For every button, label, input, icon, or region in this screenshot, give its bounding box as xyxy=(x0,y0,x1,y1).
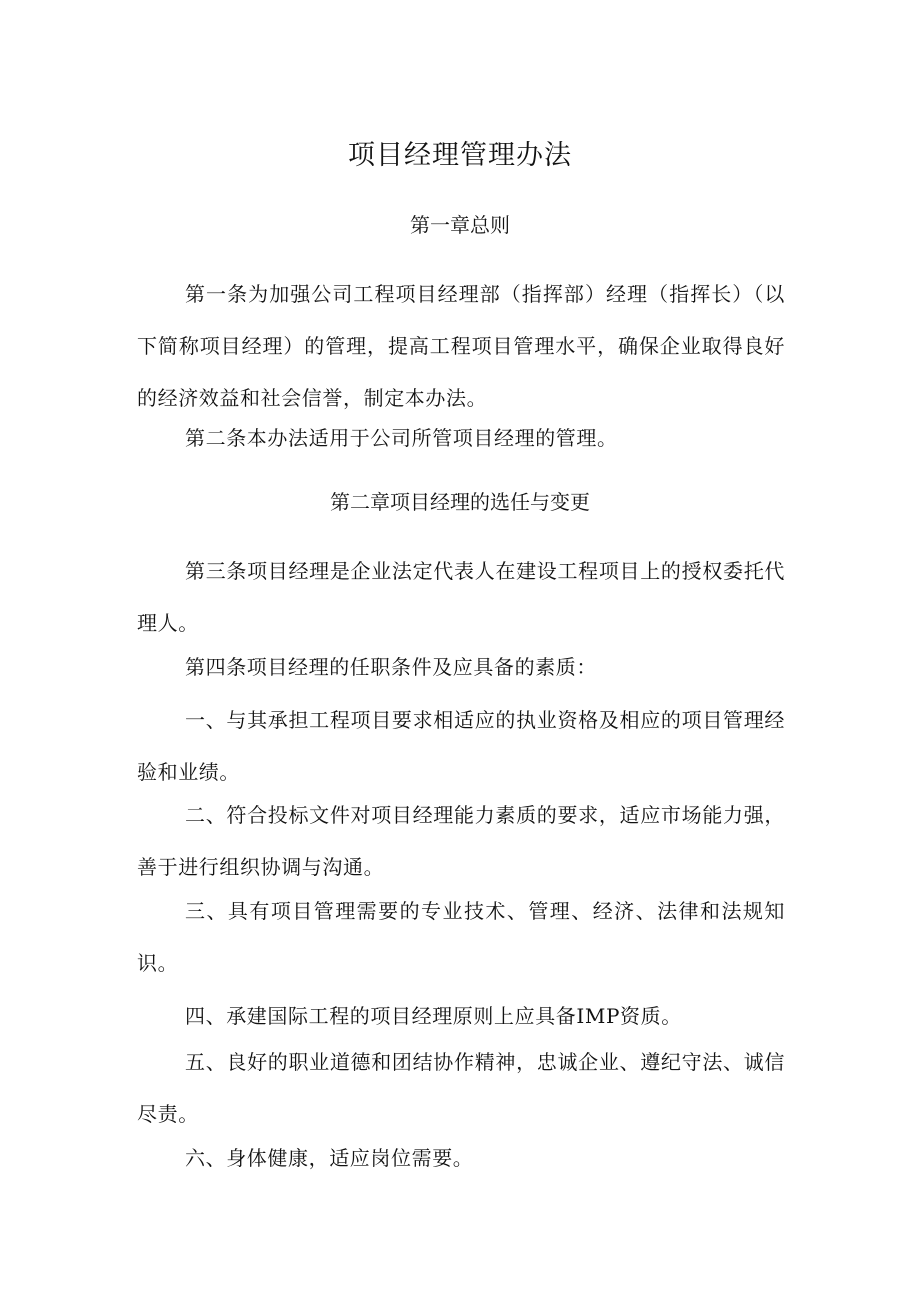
article-1: 第一条为加强公司工程项目经理部（指挥部）经理（指挥长）（以下简称项目经理）的管理，提高工程项目管理水平，确保企业取得良好的经济效益和社会信誉，制定本办法。 xyxy=(137,282,785,410)
article-3: 第三条项目经理是企业法定代表人在建设工程项目上的授权委托代理人。 xyxy=(137,559,785,635)
requirement-item: 四、承建国际工程的项目经理原则上应具备IMP资质。 xyxy=(185,1004,682,1028)
article-4: 第四条项目经理的任职条件及应具备的素质： xyxy=(185,655,597,679)
requirement-item: 二、符合投标文件对项目经理能力素质的要求，适应市场能力强，善于进行组织协调与沟通。 xyxy=(137,803,785,879)
chapter-heading: 第二章项目经理的选任与变更 xyxy=(330,490,590,514)
chapter-heading: 第一章总则 xyxy=(410,213,510,237)
requirement-item: 三、具有项目管理需要的专业技术、管理、经济、法律和法规知识。 xyxy=(137,899,785,975)
document-title: 项目经理管理办法 xyxy=(348,140,572,171)
requirement-item: 五、良好的职业道德和团结协作精神，忠诚企业、遵纪守法、诚信尽责。 xyxy=(137,1050,785,1126)
requirement-item: 六、身体健康，适应岗位需要。 xyxy=(185,1146,474,1170)
article-2: 第二条本办法适用于公司所管项目经理的管理。 xyxy=(185,426,618,450)
requirement-item: 一、与其承担工程项目要求相适应的执业资格及相应的项目管理经验和业绩。 xyxy=(137,708,785,784)
